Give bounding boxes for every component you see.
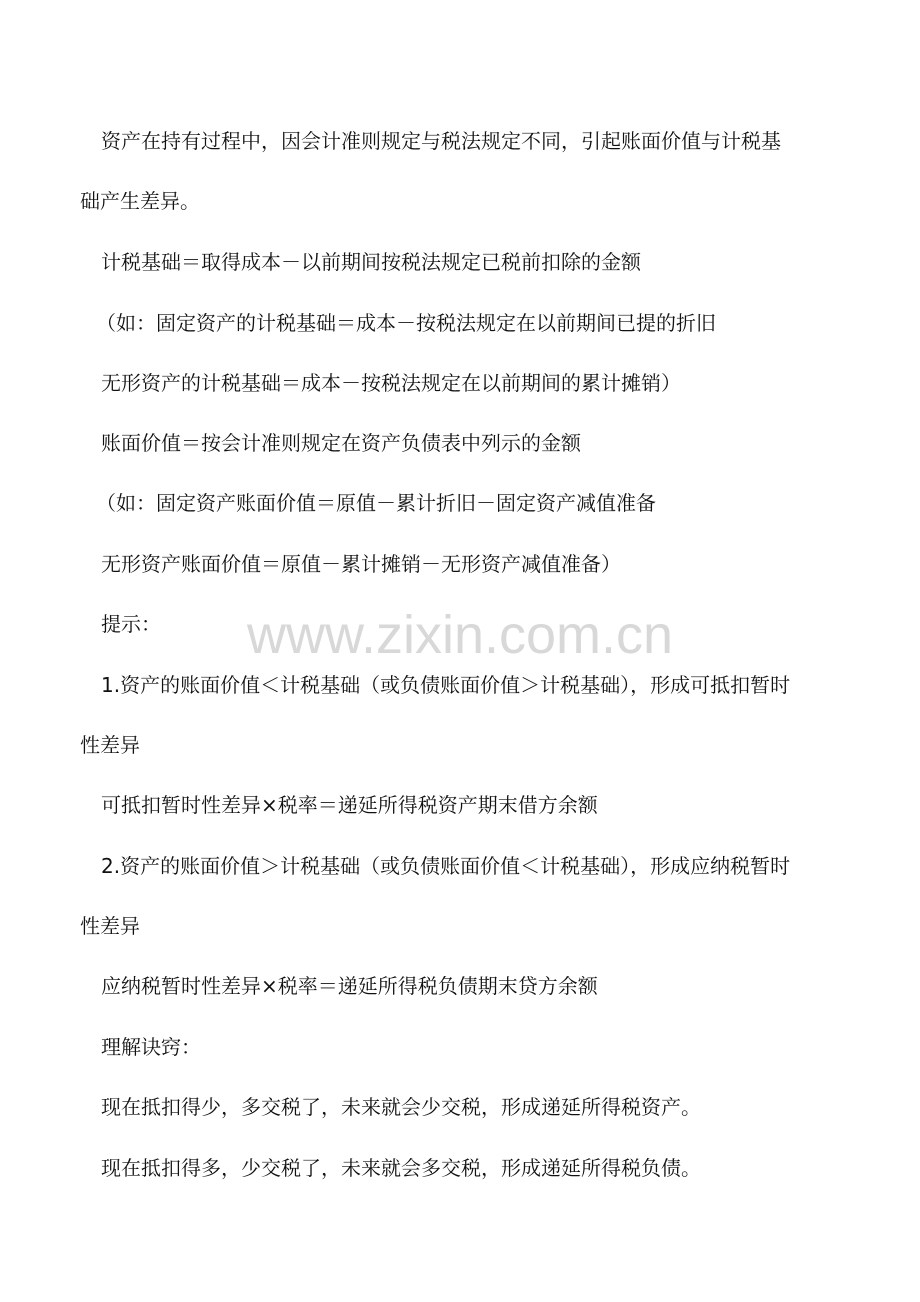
section-heading: 提示： (101, 612, 161, 636)
paragraph-line: 资产在持有过程中，因会计准则规定与税法规定不同，引起账面价值与计税基 (101, 129, 781, 153)
list-item: 2.资产的账面价值＞计税基础（或负债账面价值＜计税基础），形成应纳税暂时 (101, 854, 791, 878)
list-item-continuation: 性差异 (80, 733, 140, 757)
paragraph-line: 应纳税暂时性差异×税率＝递延所得税负债期末贷方余额 (101, 974, 598, 998)
paragraph-line: （如：固定资产的计税基础＝成本－按税法规定在以前期间已提的折旧 (96, 311, 716, 335)
paragraph-line: 可抵扣暂时性差异×税率＝递延所得税资产期末借方余额 (101, 793, 598, 817)
paragraph-line: 础产生差异。 (80, 189, 200, 213)
paragraph-line: 账面价值＝按会计准则规定在资产负债表中列示的金额 (101, 431, 581, 455)
section-heading: 理解诀窍： (101, 1035, 201, 1059)
paragraph-line: 计税基础＝取得成本－以前期间按税法规定已税前扣除的金额 (101, 250, 641, 274)
paragraph-line: 现在抵扣得多，少交税了，未来就会多交税，形成递延所得税负债。 (101, 1156, 701, 1180)
paragraph-line: 无形资产的计税基础＝成本－按税法规定在以前期间的累计摊销） (101, 371, 681, 395)
paragraph-line: （如：固定资产账面价值＝原值－累计折旧－固定资产减值准备 (96, 491, 656, 515)
paragraph-line: 无形资产账面价值＝原值－累计摊销－无形资产减值准备） (101, 552, 621, 576)
paragraph-line: 现在抵扣得少，多交税了，未来就会少交税，形成递延所得税资产。 (101, 1095, 701, 1119)
watermark: www.zixin.com.cn (246, 605, 674, 665)
list-item: 1.资产的账面价值＜计税基础（或负债账面价值＞计税基础），形成可抵扣暂时 (101, 673, 791, 697)
list-item-continuation: 性差异 (80, 914, 140, 938)
